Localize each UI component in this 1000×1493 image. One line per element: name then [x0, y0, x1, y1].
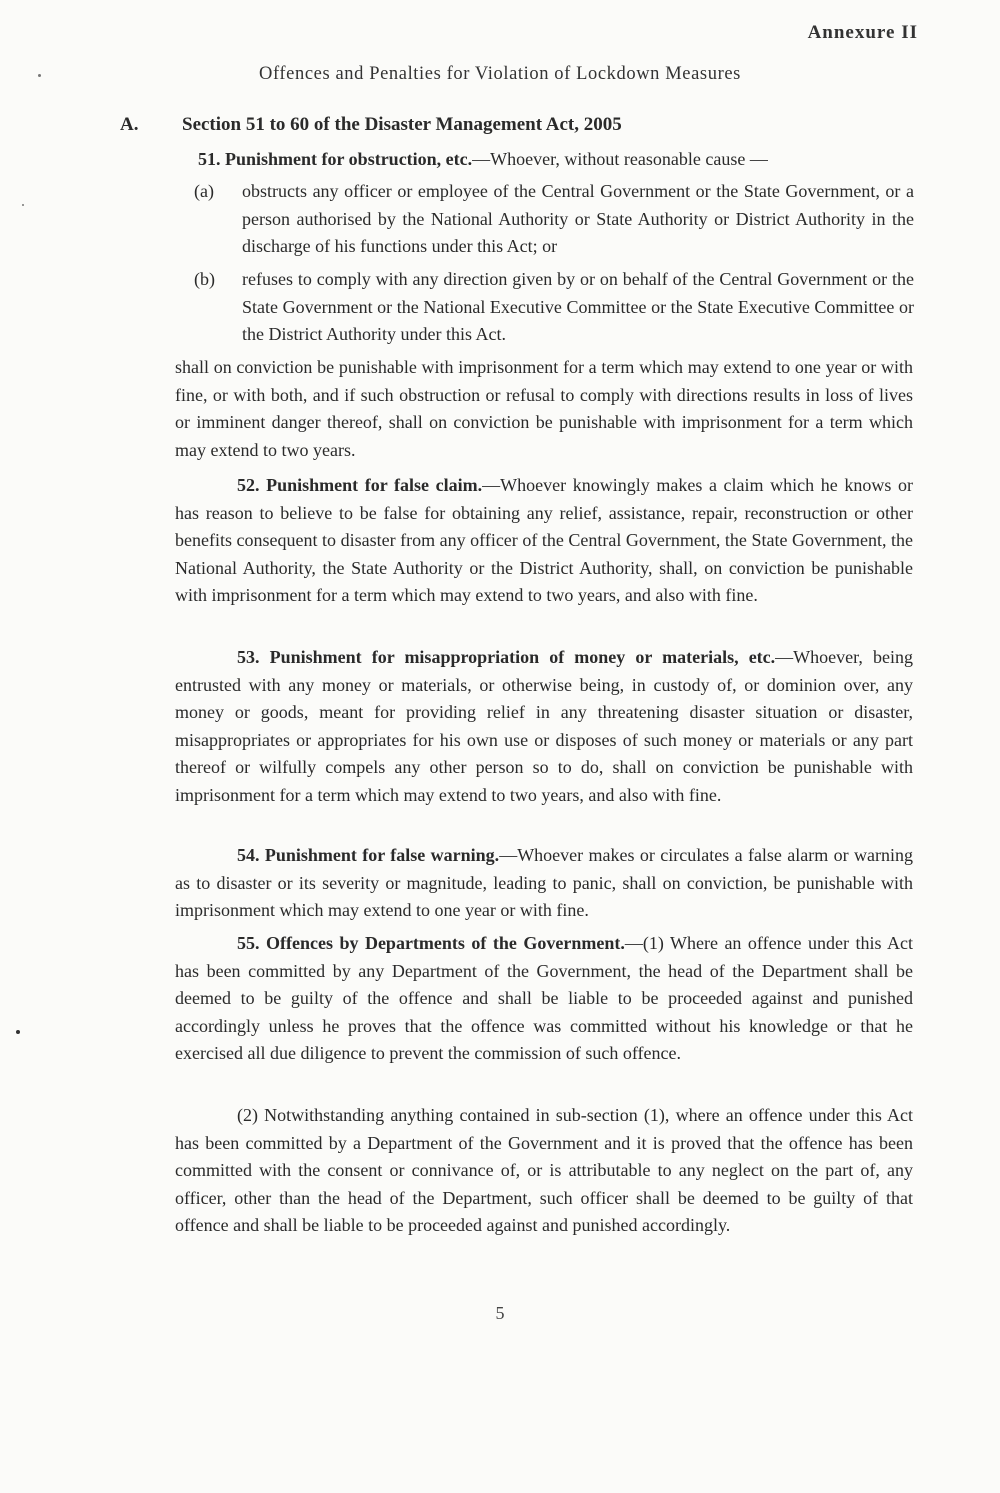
section-51-heading: 51. Punishment for obstruction, etc. [198, 149, 473, 169]
clause-b-text: refuses to comply with any direction given by or on behalf of the Central Government or the State Government or the National Executive Committee or the State Executive Committee or the District Authority under this Act. [242, 269, 914, 344]
section-55-text-1: —(1) Where an offence under this Act has been committed by any Department of the Government, the head of the Department shall be deemed to be guilty of the offence and shall be liable to be proceeded against and punished accordingly unless he proves that the offence was committed without his knowledge or that he exercised all due diligence to prevent the commission of such offence. [175, 933, 913, 1063]
section-53-text: —Whoever, being entrusted with any money or materials, or otherwise being, in custody of, or dominion over, any money or goods, meant for providing relief in any threatening disaster situation or disaster, misappropriates or appropriates for his own use or disposes of such money or materials or any part thereof or wilfully compels any other person so to do, shall on conviction be punishable with imprisonment for a term which may extend to two years, and also with fine. [175, 647, 913, 805]
section-52-heading: 52. Punishment for false claim. [237, 475, 483, 495]
section-55-subsection-2: (2) Notwithstanding anything contained in sub-section (1), where an offence under this Act has been committed by a Department of the Government and it is proved that the offence has been committed with the consent or connivance of, or is attributable to any neglect on the part of, any officer, other than the head of the Department, such officer shall be deemed to be guilty of that offence and shall be liable to be proceeded against and punished accordingly. [175, 1105, 913, 1235]
scan-speck [22, 204, 24, 206]
section-55-heading: 55. Offences by Departments of the Government. [237, 933, 625, 953]
section-53-heading: 53. Punishment for misappropriation of money or materials, etc. [237, 647, 776, 667]
scan-speck [38, 74, 41, 77]
section-title: Section 51 to 60 of the Disaster Management Act, 2005 [182, 114, 622, 135]
section-54-heading: 54. Punishment for false warning. [237, 845, 500, 865]
clause-a-text: obstructs any officer or employee of the Central Government or the State Government, or a person authorised by the National Authority or State Authority or District Authority in the discharge of his functions under this Act; or [242, 181, 914, 256]
section-letter: A. [120, 114, 139, 135]
document-title: Offences and Penalties for Violation of Lockdown Measures [259, 64, 741, 84]
clause-a-label: (a) [194, 181, 214, 201]
section-54-text: —Whoever makes or circulates a false alarm or warning as to disaster or its severity or magnitude, leading to panic, shall on conviction, be punishable with imprisonment which may extend to one year or with fine. [175, 845, 913, 920]
page-number: 5 [495, 1303, 505, 1323]
clause-b-label: (b) [194, 269, 215, 289]
section-54 [175, 842, 913, 925]
section-52-text: —Whoever knowingly makes a claim which he knows or has reason to believe to be false for obtaining any relief, assistance, repair, reconstruction or other benefits consequent to disaster from any officer of the Central Government, the State Government, the National Authority, the State Authority or the District Authority, shall, on conviction be punishable with imprisonment for a term which may extend to two years, and also with fine. [175, 475, 913, 605]
section-51-penalty: shall on conviction be punishable with imprisonment for a term which may extend to one year or with fine, or with both, and if such obstruction or refusal to comply with directions results in loss of lives or imminent danger thereof, shall on conviction be punishable with imprisonment for a term which may extend to two years. [175, 357, 913, 460]
scan-speck [16, 1030, 20, 1034]
section-55-subsection-1 [175, 930, 913, 1068]
annexure-label: Annexure II [807, 22, 918, 43]
section-51-intro [198, 146, 913, 174]
section-51-intro-text: —Whoever, without reasonable cause — [472, 149, 768, 169]
section-53 [175, 644, 913, 809]
section-52 [175, 472, 913, 610]
